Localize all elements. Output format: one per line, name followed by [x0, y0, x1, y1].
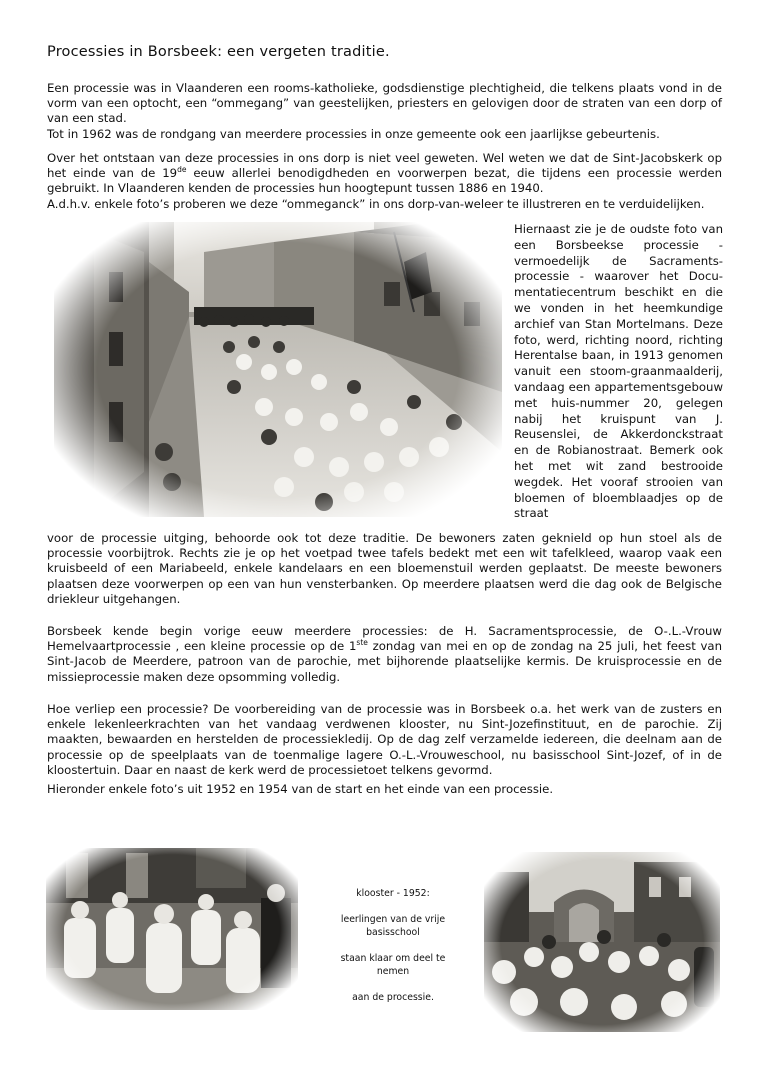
caption-line-3: staan klaar om deel te nemen — [340, 953, 446, 977]
caption-line-1: klooster - 1952: — [356, 888, 430, 899]
photo-caption — [328, 887, 458, 1017]
origin-superscript: de — [177, 165, 187, 175]
school-children-photo-right-drawing — [484, 852, 720, 1032]
origin-paragraph — [47, 151, 722, 212]
intro-line-1: Een processie was in Vlaanderen een rooms-katholieke, godsdienstige plechtigheid, die telkens plaats vond in de vorm van een optocht, een “ommegang” van geestelijken, priesters en gelovigen door de straten van een dorp of van een stad. — [47, 81, 722, 126]
processions-paragraph — [47, 624, 722, 685]
procession-photo-1913-drawing — [54, 222, 502, 517]
intro-line-2: Tot in 1962 was de rondgang van meerdere processies in onze gemeente ook een jaarlijkse gebeurtenis. — [47, 126, 660, 141]
origin-text-a: Over het ontstaan van deze processies in ons dorp is niet veel geweten. Wel weten we dat de Sint-Jacobskerk op het einde van de 19 — [47, 151, 722, 181]
origin-text-b: eeuw allerlei benodigdheden en voorwerpen bezat, die tijdens een processie werden gebruikt. In Vlaanderen kenden de processies hun hoogtepunt tussen 1886 en 1940. — [47, 166, 723, 196]
procession-photo-1913 — [54, 222, 502, 517]
processions-text-a: Borsbeek kende begin vorige eeuw meerdere processies: de H. Sacramentsprocessie, de O-.L.-Vrouw Hemelvaartprocessie , een kleine processie op de 1 — [47, 624, 722, 654]
page-title: Processies in Borsbeek: een vergeten traditie. — [47, 44, 390, 60]
photo-description: Hiernaast zie je de oudste foto van een Borsbeekse processie - vermoedelijk de Sacraments-processie - waarover het Docu-mentatiecentrum beschikt en die we vonden in het heemkundige archief van Stan Mortelmans. Deze foto, werd, richting noord, richting Herentalse baan, in 1913 genomen vanuit een stoom-graanmaalderij, vandaag een appartementsgebouw met huis-nummer 20, gelegen nabij het kruispunt van J. Reusenslei, de Akkerdonckstraat en de Robianostraat. Bemerk ook het met wit zand bestrooide wegdek. Het vooraf strooien van bloemen of bloemblaadjes op de straat — [514, 222, 723, 521]
preparation-paragraph: Hoe verliep een processie? De voorbereiding van de processie was in Borsbeek o.a. het werk van de zusters en enkele lekenleerkrachten van het vandaag verdwenen klooster, nu Sint-Jozefinstituut, en de parochie. Zij maakten, bewaarden en herstelden de processiekledij. Op de dag zelf verzamelde iedereen, die deelnam aan de processie op de speelplaats van de toenmalige lagere O.-L.-Vrouweschool, nu basisschool Sint-Jozef, of in de kloostertuin. Daar en naast de kerk werd de processietoet telkens gevormd. — [47, 702, 722, 777]
intro-paragraph — [47, 81, 722, 142]
school-children-photo-left — [46, 848, 298, 1010]
caption-line-2: leerlingen van de vrije basisschool — [340, 914, 446, 938]
photos-intro: Hieronder enkele foto’s uit 1952 en 1954 van de start en het einde van een processie. — [47, 782, 554, 796]
school-children-photo-left-drawing — [46, 848, 298, 1010]
origin-line-2: A.d.h.v. enkele foto’s proberen we deze “ommeganck” in ons dorp-van-weleer te illustreren en te verduidelijken. — [47, 196, 705, 211]
processions-superscript: ste — [356, 638, 368, 648]
processions-text-b: zondag van mei en op de zondag na 25 juli, het feest van Sint-Jacob de Meerdere, patroon van de parochie, met bijhorende plaatselijke kermis. De kruisprocessie en de missieprocessie maken deze opsomming volledig. — [47, 639, 722, 684]
continuation-paragraph: voor de processie uitging, behoorde ook tot deze traditie. De bewoners zaten geknield op hun stoel als de processie voorbijtrok. Rechts zie je op het voetpad twee tafels bedekt met een wit tafelkleed, waarop vaak een kruisbeeld of een Mariabeeld, enkele kandelaars en een bloemenstuil werden geplaatst. De meeste bewoners plaatsen deze voorwerpen op een van hun vensterbanken. Op meerdere plaatsen werd die dag ook de Belgische driekleur uitgehangen. — [47, 531, 722, 606]
origin-line-1 — [47, 151, 722, 197]
school-children-photo-right — [484, 852, 720, 1032]
caption-line-4: aan de processie. — [352, 992, 434, 1003]
processions-text — [47, 624, 722, 685]
